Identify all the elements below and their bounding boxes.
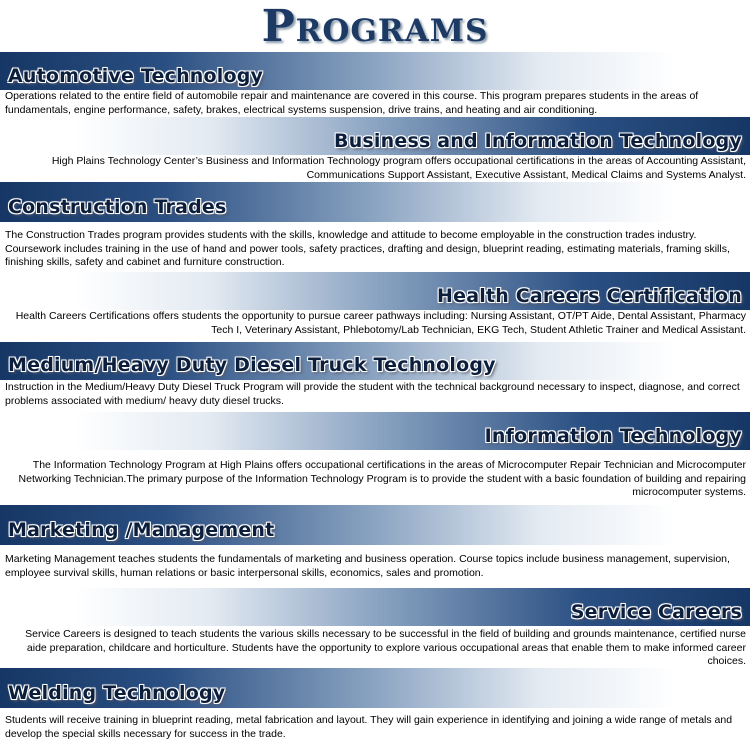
description-automotive-technology: Operations related to the entire field of automobile repair and maintenance are covered in this course. This program prepares students in the areas of fundamentals, engine performance, safety, brakes, electrical systems suspension, drive trains, and heating and air conditioning.	[5, 90, 699, 116]
description-service-careers: Service Careers is designed to teach students the various skills necessary to be successful in the field of building and grounds maintenance, certified nurse aide preparation, childcare and horticulture. Students have the opportunity to explore various occupational areas that enable them to make informed career choices.	[25, 628, 746, 668]
description-welding-technology: Students will receive training in blueprint reading, metal fabrication and layout. They will gain experience in identifying and joining a wide range of metals and develop the special skills necessary for success in the trade.	[5, 714, 733, 740]
heading-construction-trades: Construction Trades	[8, 196, 227, 218]
heading-service-careers: Service Careers	[570, 601, 742, 623]
description-marketing-management: Marketing Management teaches students the fundamentals of marketing and business operation. Course topics include business management, supervision, employee survival skills, human relations or basic interpersonal skills, economics, sales and promotion.	[5, 553, 730, 579]
heading-automotive-technology: Automotive Technology	[8, 65, 264, 87]
heading-health-careers-certification: Health Careers Certification	[437, 285, 742, 307]
description-business-information-technology: High Plains Technology Center’s Business and Information Technology program offers occupational certifications in the areas of Accounting Assistant, Communications Support Assistant, Executive Assistant, Medical Claims and Systems Analyst.	[51, 155, 746, 181]
description-information-technology: The Information Technology Program at High Plains offers occupational certifications in the areas of Microcomputer Repair Technician and Microcomputer Networking Technician.The primary purpose of the Information Technology Program is to provide the student with a basic foundation of building and repairing microcomputer systems.	[18, 459, 746, 499]
heading-marketing-management: Marketing /Management	[8, 519, 275, 541]
page-title: Programs	[261, 1, 489, 52]
description-health-careers-certification: Health Careers Certifications offers students the opportunity to pursue career pathways including: Nursing Assistant, OT/PT Aide, Dental Assistant, Pharmacy Tech I, Veterinary Assistant, Phlebotomy/Lab Technician, EKG Tech, Student Athletic Trainer and Medical Assistant.	[15, 310, 746, 336]
description-construction-trades: The Construction Trades program provides students with the skills, knowledge and attitude to become employable in the construction trades industry. Coursework includes training in the use of hand and power tools, safety practices, drafting and design, blueprint reading, estimating materials, framing skills, finishing skills, safety and cabinet and furniture construction.	[5, 229, 730, 269]
heading-information-technology: Information Technology	[484, 425, 742, 447]
heading-business-information-technology: Business and Information Technology	[334, 130, 742, 152]
description-diesel-truck-technology: Instruction in the Medium/Heavy Duty Diesel Truck Program will provide the student with the technical background necessary to inspect, diagnose, and correct problems associated with medium/ heavy duty diesel trucks.	[5, 381, 740, 407]
heading-welding-technology: Welding Technology	[8, 682, 226, 704]
heading-diesel-truck-technology: Medium/Heavy Duty Diesel Truck Technology	[8, 354, 496, 376]
